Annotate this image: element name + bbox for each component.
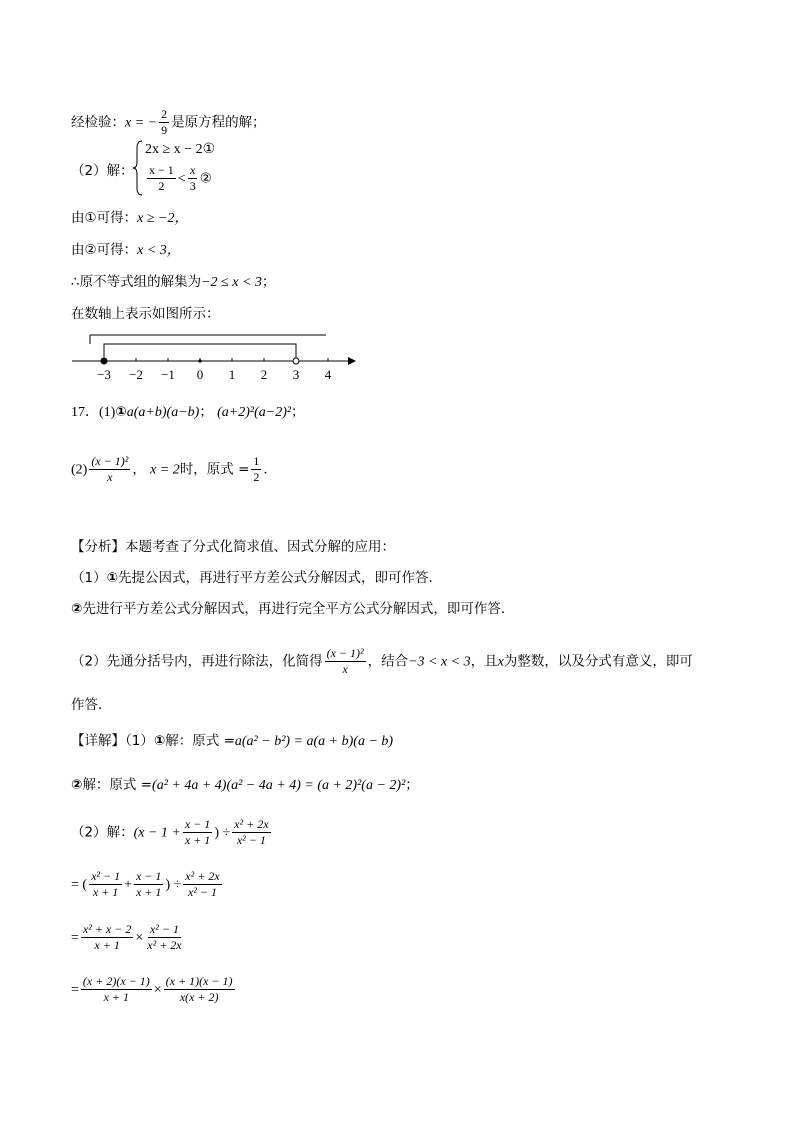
number-line-figure xyxy=(60,328,370,384)
analysis-line-4: 作答． xyxy=(71,697,112,713)
detail-line-3: （2）解：(x − 1 + $\frac{x - 1}{x + 1}$ ) ÷ $\frac{\text{x² + 2x}}{\text{x² − 1}}$ xyxy=(71,817,269,847)
analysis-line-2: ②先进行平方差公式分解因式，再进行完全平方公式分解因式，即可作答． xyxy=(71,601,515,617)
number-line-caption: 在数轴上表示如图所示： xyxy=(71,306,220,322)
solution-set-line: ∴原不等式组的解集为−2 ≤ x < 3； xyxy=(71,274,276,290)
part2-label: （2）解： xyxy=(71,163,134,179)
q17-answer-1: a(a+b)(a−b) xyxy=(126,405,200,420)
q17-part1-line: 17．(1)①a(a+b)(a−b)； (a+2)²(a−2)²； xyxy=(71,404,305,420)
derive-2-line: 由②可得：x < 3， xyxy=(71,242,181,258)
q17-label: 17．(1) xyxy=(71,405,116,420)
right-endpoint-circle xyxy=(293,358,299,364)
system-brace xyxy=(132,140,144,196)
derive-1-line: 由①可得：x ≥ −2， xyxy=(71,210,189,226)
number-line-origin-dot xyxy=(198,359,201,362)
analysis-line-3: （2）先通分括号内，再进行除法，化简得 $\frac{\text{(x − 1)²}}{x}$ ，结合−3 < x < 3，且x为整数，以及分式有意义，即可 xyxy=(71,646,693,676)
detail-line-2: ②解：原式 =(a² + 4a + 4)(a² − 4a + 4) = (a + 2)²(a − 2)²； xyxy=(71,777,419,793)
q17-answer-2: (a+2)²(a−2)² xyxy=(217,405,292,420)
number-line-arrow xyxy=(348,357,356,365)
number-line-tick-label: 0 xyxy=(196,367,204,382)
number-line-tick-label: 4 xyxy=(324,367,332,382)
number-line-tick-label: −3 xyxy=(97,367,111,382)
number-line-tick-label: 3 xyxy=(292,367,300,382)
detail-line-4: = ( $\frac{\text{x² − 1}}{x + 1}$ + $\frac{x - 1}{x + 1}$ ) ÷ $\frac{\text{x² + 2x}}{\text{x² − 1}}$ xyxy=(71,869,220,899)
detail-line-1: 【详解】（1）①解：原式 =a(a² − b²) = a(a + b)(a − b) xyxy=(71,733,394,749)
left-endpoint-dot xyxy=(101,358,107,364)
fraction-2-9: $\frac{2}{9}$ xyxy=(161,107,168,137)
system-inequality-2: $\frac{x - 1}{2}$ < $\frac{x}{3}$ ② xyxy=(149,163,212,193)
verification-math: x = − xyxy=(125,115,158,131)
number-line-tick-label: −2 xyxy=(129,367,143,382)
q17-part2-line: (2) $\frac{\text{(x − 1)²}}{x}$ ， x = 2时，原式 = $\frac{1}{2}$ ． xyxy=(71,454,277,484)
analysis-heading: 【分析】本题考查了分式化简求值、因式分解的应用： xyxy=(71,539,395,555)
verification-text: 经检验： xyxy=(71,114,125,131)
number-line-tick-label: 1 xyxy=(228,367,236,382)
number-line-tick-label: 2 xyxy=(260,367,268,382)
system-inequality-1: 2x ≥ x − 2① xyxy=(145,142,216,157)
verification-line xyxy=(71,107,266,138)
detail-line-6: = $\frac{(x + 2)(x - 1)}{x + 1}$ × $\frac{(x + 1)(x - 1)}{x(x + 2)}$ xyxy=(71,974,233,1004)
verification-suffix: 是原方程的解； xyxy=(171,114,266,131)
detail-line-5: = $\frac{\text{x² + x − 2}}{x + 1}$ × $\frac{\text{x² − 1}}{\text{x² + 2x}}$ xyxy=(71,922,182,952)
number-line-tick-label: −1 xyxy=(161,367,175,382)
analysis-line-1: （1）①先提公因式，再进行平方差公式分解因式，即可作答． xyxy=(71,570,443,586)
